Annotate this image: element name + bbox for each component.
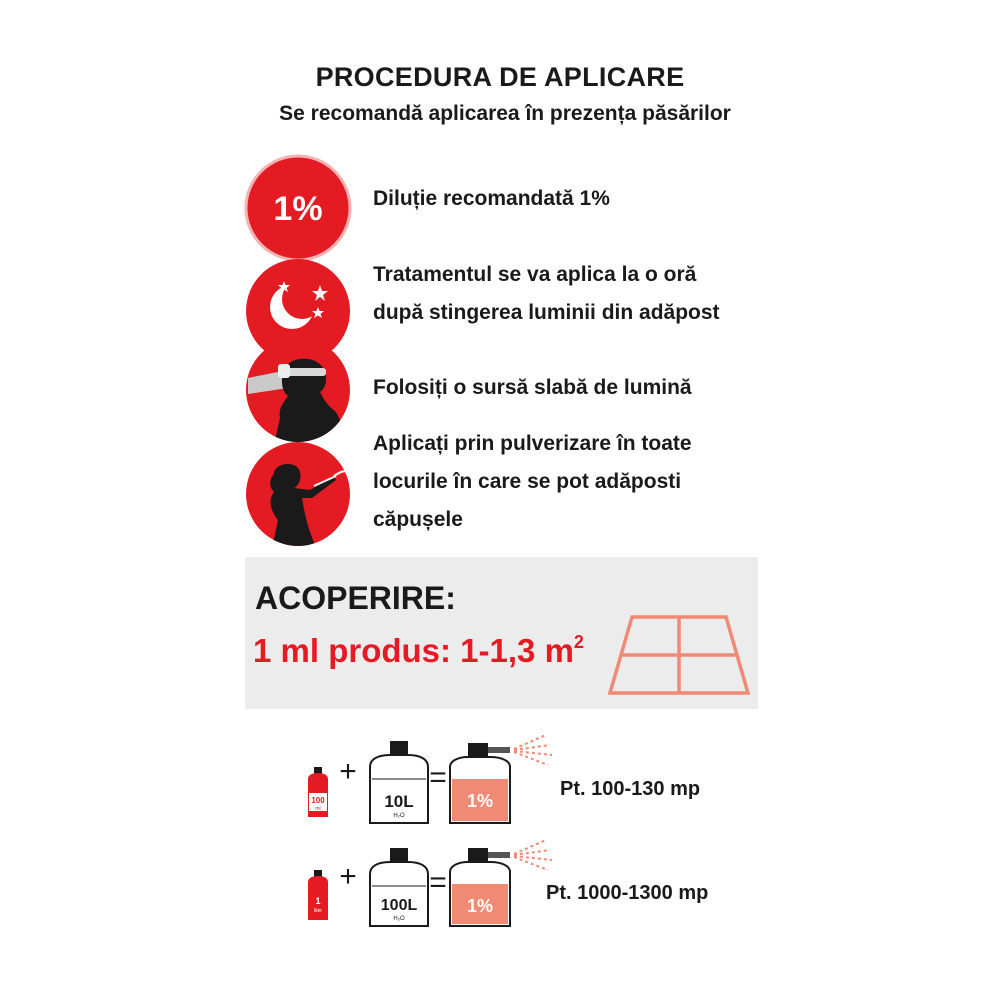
product-bottle-100ml-unit: ml xyxy=(315,806,321,812)
water-jug-10l-subscript: H₂O xyxy=(393,813,405,819)
product-bottle-1l-unit: liter xyxy=(313,908,323,914)
water-jug-10l-label: 10L xyxy=(384,792,414,811)
step-spray-line-3: căpușele xyxy=(373,508,463,531)
step-timing-line-1: Tratamentul se va aplica la o oră xyxy=(373,263,697,286)
mix-label-large: Pt. 1000-1300 mp xyxy=(546,882,709,904)
product-bottle-1l-amount: 1 xyxy=(315,896,321,906)
product-bottle-100ml-amount: 100 xyxy=(311,796,325,805)
step-light-line: Folosiți o sursă slabă de lumină xyxy=(373,376,692,399)
water-jug-100l-icon xyxy=(370,848,428,926)
spraying-person-icon xyxy=(244,440,352,548)
sprayer-tank-large-icon xyxy=(450,840,552,926)
svg-text:=: = xyxy=(429,866,447,899)
svg-text:+: + xyxy=(339,860,357,893)
mix-label-small: Pt. 100-130 mp xyxy=(560,778,701,800)
one-percent-icon xyxy=(244,154,352,262)
step-timing-line-2: după stingerea luminii din adăpost xyxy=(373,301,720,324)
headlamp-person-icon xyxy=(244,336,352,444)
step-dilution xyxy=(373,180,610,218)
floor-area-icon xyxy=(604,613,754,697)
water-jug-100l-label: 100L xyxy=(380,897,418,914)
step-light xyxy=(373,369,692,407)
coverage-value-text: 1 ml produs: 1-1,3 m xyxy=(253,632,574,669)
page-subtitle: Se recomandă aplicarea în prezența păsărilor xyxy=(279,102,731,125)
product-bottle-1l-icon xyxy=(308,870,328,920)
mix-diagram-large xyxy=(290,828,560,928)
sprayer-result-small: 1% xyxy=(466,791,494,811)
sprayer-result-large: 1% xyxy=(466,896,494,916)
step-spray-line-1: Aplicați prin pulverizare în toate xyxy=(373,432,692,455)
sprayer-tank-icon xyxy=(450,735,552,823)
product-bottle-100ml-icon xyxy=(308,767,328,817)
one-percent-icon-text: 1% xyxy=(273,190,323,228)
water-jug-100l-subscript: H₂O xyxy=(393,916,405,922)
step-dilution-line: Diluție recomandată 1% xyxy=(373,187,610,210)
water-jug-10l-icon xyxy=(370,741,428,823)
svg-text:=: = xyxy=(429,761,447,794)
page-title: PROCEDURA DE APLICARE xyxy=(315,62,685,92)
step-spray-line-2: locurile în care se pot adăposti xyxy=(373,470,682,493)
step-spray xyxy=(373,425,692,539)
mix-diagram-small xyxy=(290,735,560,835)
svg-text:+: + xyxy=(339,755,357,788)
coverage-value xyxy=(253,632,584,670)
coverage-heading: ACOPERIRE: xyxy=(255,580,456,616)
step-timing xyxy=(373,256,720,332)
coverage-unit-superscript: 2 xyxy=(573,632,584,652)
